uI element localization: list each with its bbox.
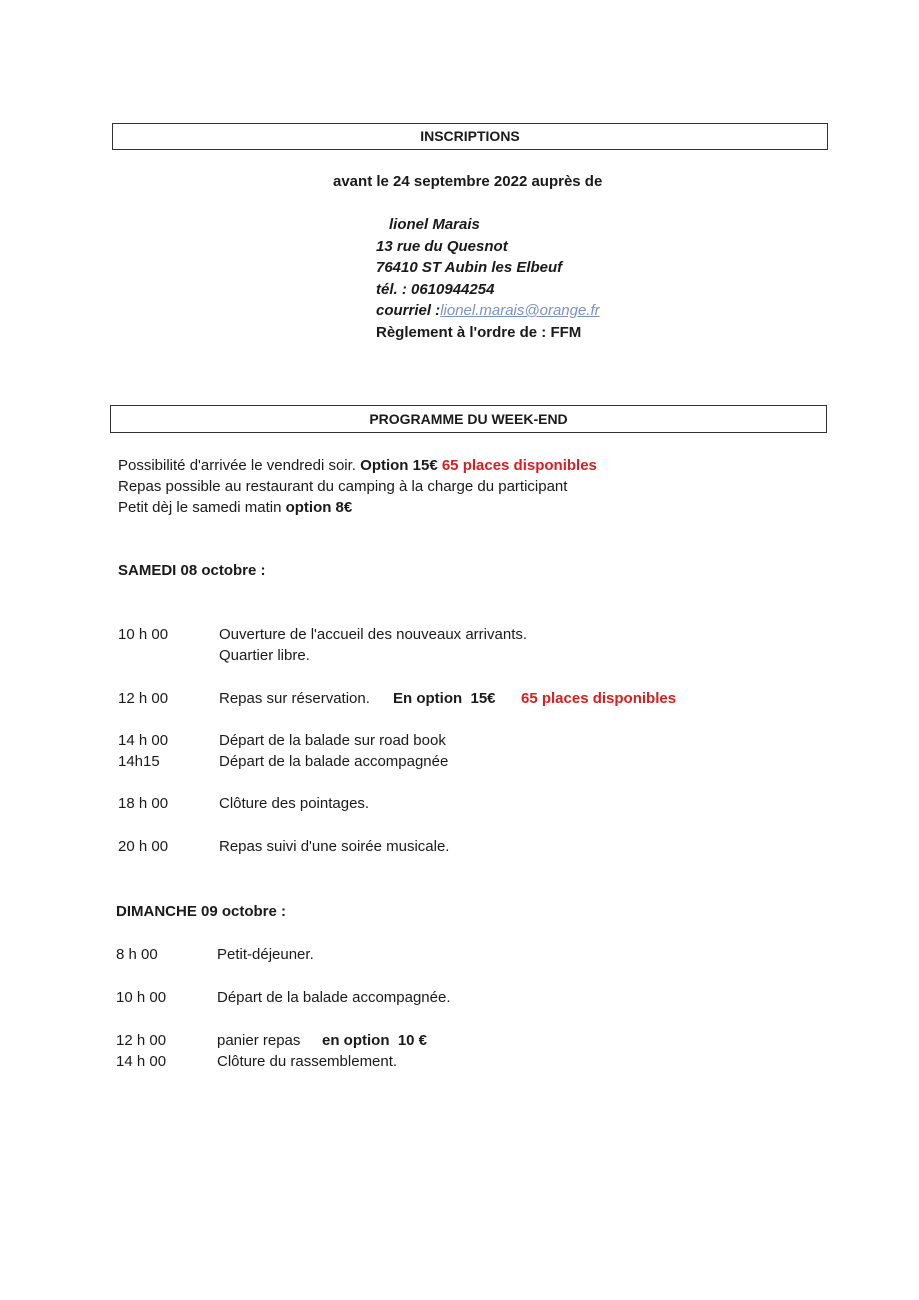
schedule-time: 18 h 00 (118, 795, 169, 812)
schedule-desc: Départ de la balade accompagnée (219, 753, 449, 770)
contact-email-line (376, 300, 600, 322)
schedule-desc: Départ de la balade sur road book (219, 732, 446, 749)
schedule-row (118, 732, 918, 754)
email-label: courriel : (376, 302, 441, 319)
contact-street: 13 rue du Quesnot (376, 237, 508, 255)
schedule-row (116, 1032, 916, 1054)
schedule-desc: Clôture des pointages. (219, 795, 370, 812)
schedule-time: 10 h 00 (116, 989, 167, 1006)
intro-line-2: Repas possible au restaurant du camping à la charge du participant (118, 478, 568, 495)
contact-city: 76410 ST Aubin les Elbeuf (376, 259, 563, 276)
intro-arrival-places: 65 places disponibles (437, 457, 597, 474)
programme-header: PROGRAMME DU WEEK-END (110, 405, 827, 433)
schedule-row (116, 946, 916, 968)
schedule-places: 65 places disponibles (521, 690, 677, 707)
schedule-row (116, 989, 916, 1011)
intro-arrival-option: Option 15€ (360, 457, 438, 474)
schedule-desc: Clôture du rassemblement. (217, 1053, 398, 1070)
contact-name: lionel Marais (389, 216, 480, 233)
schedule-time: 20 h 00 (118, 838, 169, 855)
intro-arrival-text: Possibilité d'arrivée le vendredi soir. (118, 457, 361, 474)
schedule-row-cont (118, 647, 918, 669)
programme-intro (118, 455, 597, 518)
schedule-desc: Ouverture de l'accueil des nouveaux arrivants. (219, 626, 528, 643)
samedi-title: SAMEDI 08 octobre : (118, 562, 266, 579)
intro-line-3 (118, 497, 597, 518)
schedule-row (118, 795, 918, 817)
schedule-row (118, 753, 918, 775)
schedule-time: 8 h 00 (116, 946, 158, 963)
schedule-time: 12 h 00 (118, 690, 169, 707)
schedule-desc: Petit-déjeuner. (217, 946, 314, 963)
schedule-time: 10 h 00 (118, 626, 169, 643)
schedule-desc: Quartier libre. (219, 647, 310, 664)
schedule-time: 12 h 00 (116, 1032, 167, 1049)
dimanche-title: DIMANCHE 09 octobre : (116, 903, 287, 920)
schedule-row (118, 626, 918, 648)
schedule-time: 14 h 00 (116, 1053, 167, 1070)
schedule-row (116, 1053, 916, 1075)
contact-block (376, 214, 600, 343)
schedule-option: En option 15€ (393, 690, 496, 707)
intro-breakfast-option: option 8€ (285, 499, 353, 516)
schedule-desc: Départ de la balade accompagnée. (217, 989, 451, 1006)
schedule-desc: Repas sur réservation. (219, 690, 370, 707)
schedule-row (118, 838, 918, 860)
email-link[interactable]: lionel.marais@orange.fr (440, 302, 600, 319)
payment-info: Règlement à l'ordre de : FFM (376, 323, 582, 341)
schedule-option: en option 10 € (322, 1032, 428, 1049)
schedule-row (118, 690, 918, 712)
schedule-desc: panier repas (217, 1032, 301, 1049)
schedule-time: 14 h 00 (118, 732, 169, 749)
inscriptions-deadline: avant le 24 septembre 2022 auprès de (333, 173, 603, 190)
intro-breakfast-text: Petit dèj le samedi matin (118, 499, 286, 516)
inscriptions-header: INSCRIPTIONS (112, 123, 828, 150)
schedule-time: 14h15 (118, 753, 160, 770)
intro-line-1 (118, 455, 597, 476)
schedule-desc: Repas suivi d'une soirée musicale. (219, 838, 450, 855)
contact-phone: tél. : 0610944254 (376, 280, 495, 298)
